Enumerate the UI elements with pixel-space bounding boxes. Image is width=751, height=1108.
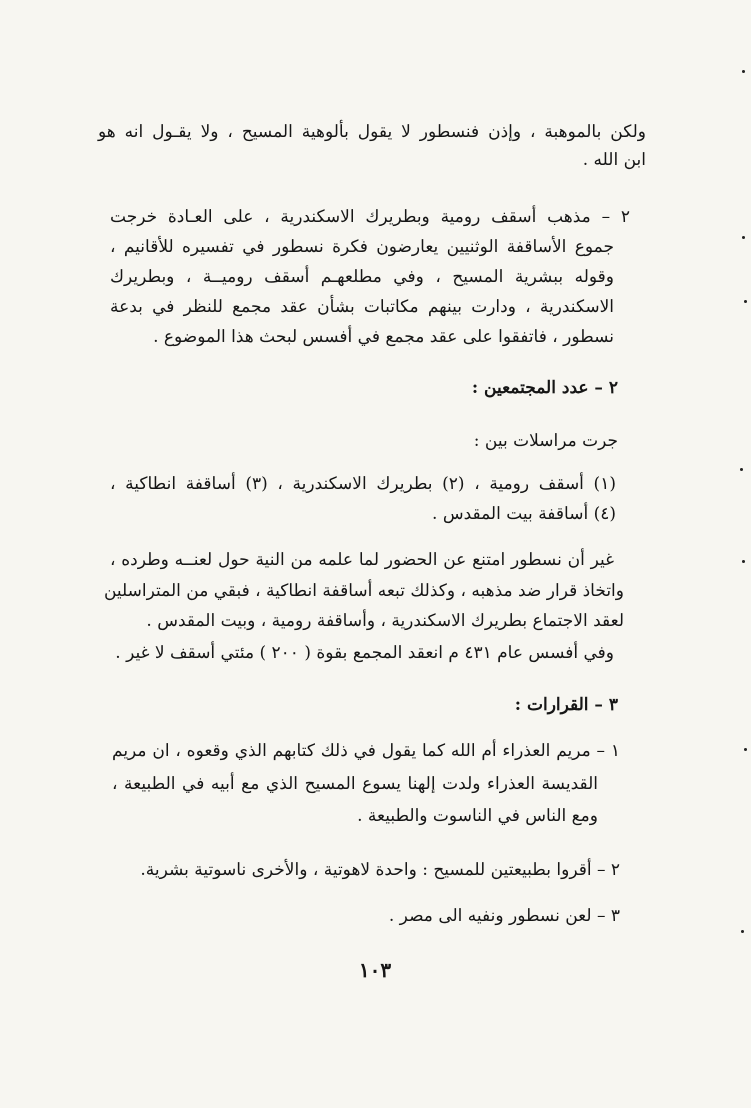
intro-line-1: ولكن بالموهبة ، وإذن فنسطور لا يقول بألوهية المسيح ، ولا يقـول انه هو (98, 122, 646, 142)
council-paragraph-line-1: غير أن نسطور امتنع عن الحضور لما علمه من النية حول لعنــه وطرده ، (110, 550, 614, 570)
scan-speck (740, 468, 743, 471)
section2-line-1: ٢ – مذهب أسقف رومية وبطريرك الاسكندرية ، على العـادة خرجت (110, 207, 630, 227)
decision-1-line-1: ١ – مريم العذراء أم الله كما يقول في ذلك كتابهم الذي وقعوه ، ان مريم (112, 741, 620, 761)
scan-speck (742, 560, 745, 563)
council-paragraph-line-4: وفي أفسس عام ٤٣١ م انعقد المجمع بقوة ( ٢٠٠ ) مئتي أسقف لا غير . (115, 643, 614, 663)
council-heading: ٢ – عدد المجتمعين : (471, 378, 618, 398)
scan-speck (744, 748, 747, 751)
council-intro: جرت مراسلات بين : (473, 431, 618, 451)
section2-line-2: جموع الأساقفة الوثنيين يعارضون فكرة نسطور في تفسيره للأقانيم ، (110, 237, 614, 257)
scan-speck (744, 300, 747, 303)
page-number: ١٠٣ (358, 958, 392, 982)
council-paragraph-line-2: واتخاذ قرار ضد مذهبه ، وكذلك تبعه أساقفة انطاكية ، فبقي من المتراسلين (103, 581, 624, 601)
section2-line-3: وقوله ببشرية المسيح ، وفي مطلعهـم أسقف روميــة ، وبطريرك (110, 267, 614, 287)
section2-line-4: الاسكندرية ، ودارت بينهم مكاتبات بشأن عقد مجمع للنظر في بدعة (110, 297, 614, 317)
council-item-line-2: (٤) أساقفة بيت المقدس . (432, 504, 616, 524)
decision-1-line-2: القديسة العذراء ولدت إلهنا يسوع المسيح الذي مع أبيه في الطبيعة ، (112, 774, 598, 794)
council-paragraph-line-3: لعقد الاجتماع بطريرك الاسكندرية ، وأساقفة رومية ، وبيت المقدس . (146, 611, 624, 631)
section2-line-5: نسطور ، فاتفقوا على عقد مجمع في أفسس لبحث هذا الموضوع . (153, 327, 614, 347)
scan-speck (742, 70, 745, 73)
decision-1-line-3: ومع الناس في الناسوت والطبيعة . (357, 806, 598, 826)
scan-speck (741, 930, 744, 933)
scan-speck (742, 236, 745, 239)
decisions-heading: ٣ – القرارات : (514, 695, 618, 715)
decision-2: ٢ – أقروا بطبيعتين للمسيح : واحدة لاهوتية ، والأخرى ناسوتية بشرية. (140, 860, 620, 880)
decision-3: ٣ – لعن نسطور ونفيه الى مصر . (388, 906, 620, 926)
intro-line-2: ابن الله . (582, 150, 646, 170)
council-item-line-1: (١) أسقف رومية ، (٢) بطريرك الاسكندرية ، (٣) أساقفة انطاكية ، (110, 474, 616, 494)
